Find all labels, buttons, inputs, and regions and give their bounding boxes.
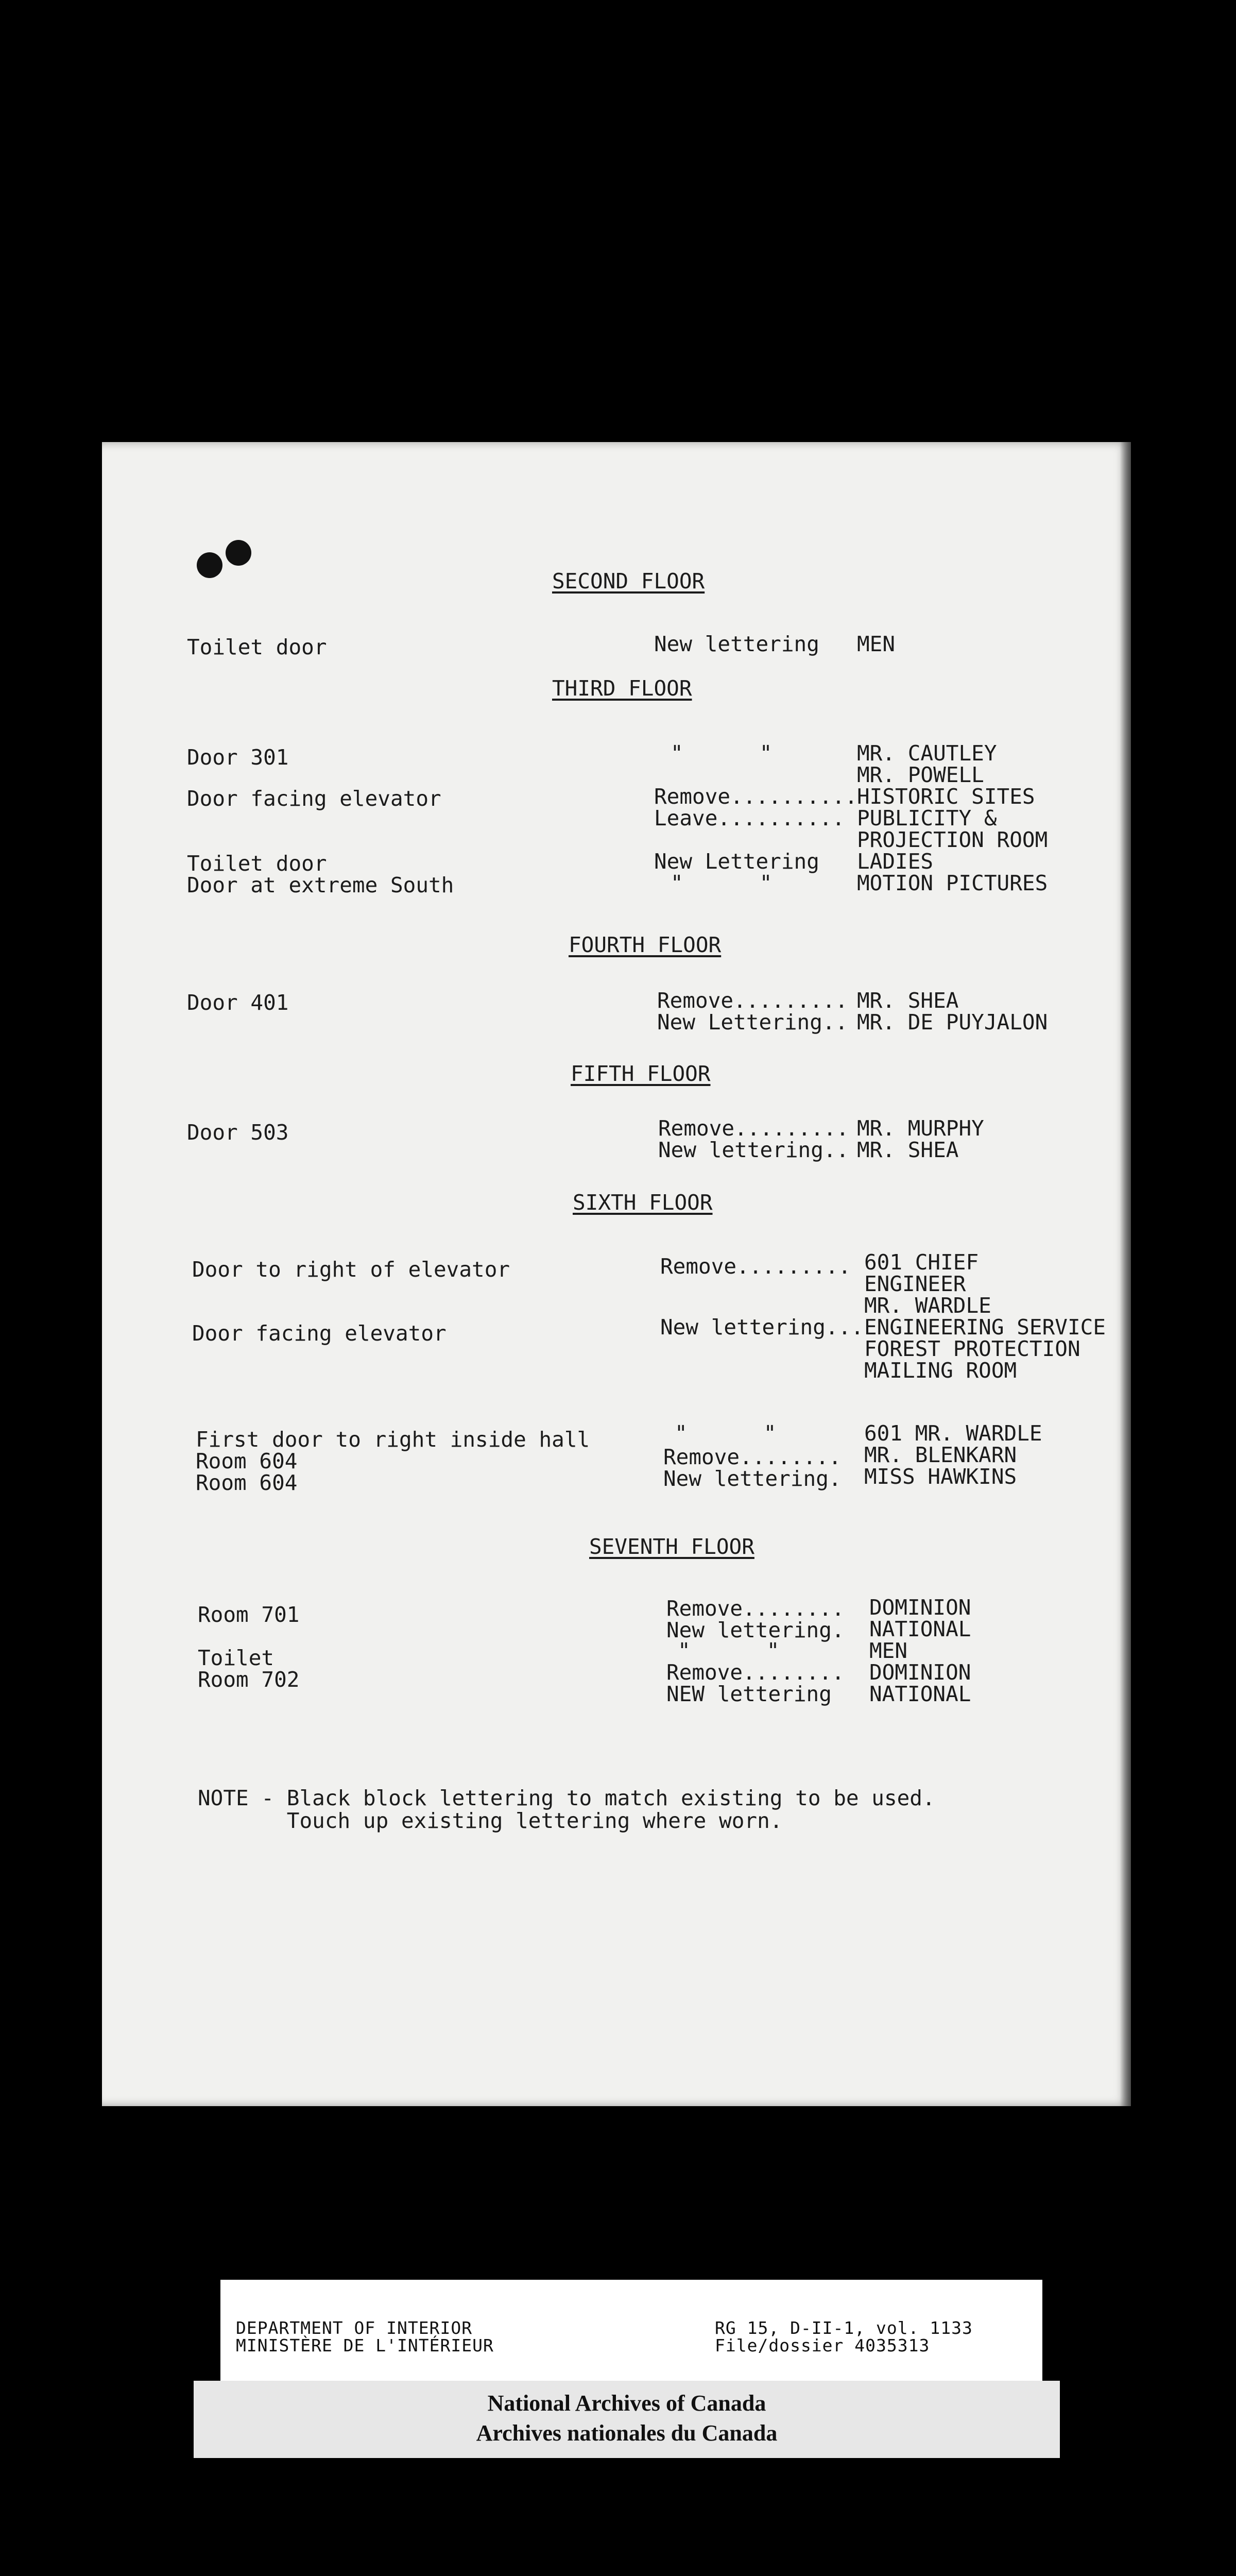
lettering-text: MR. POWELL xyxy=(857,762,984,787)
document-page xyxy=(102,442,1131,2106)
action-text: Remove.......... xyxy=(654,784,857,809)
lettering-text: MR. WARDLE xyxy=(864,1293,991,1318)
location-text: Door to right of elevator xyxy=(192,1257,510,1282)
national-archives-label xyxy=(194,2381,1060,2458)
lettering-text: 601 MR. WARDLE xyxy=(864,1421,1042,1446)
location-text: Door 301 xyxy=(187,745,289,770)
action-text: Remove......... xyxy=(658,1116,849,1141)
floor-heading: SECOND FLOOR xyxy=(552,569,705,594)
action-text: " " xyxy=(675,1421,777,1446)
lettering-text: MR. DE PUYJALON xyxy=(857,1010,1048,1035)
lettering-text: MR. SHEA xyxy=(857,988,959,1013)
note-line: NOTE - Black block lettering to match existing to be used. xyxy=(198,1786,935,1810)
lettering-text: MR. BLENKARN xyxy=(864,1443,1017,1467)
action-text: " " xyxy=(671,871,772,895)
punch-hole-mark xyxy=(197,552,222,578)
lettering-text: MOTION PICTURES xyxy=(857,871,1048,895)
location-text: Door facing elevator xyxy=(192,1321,447,1346)
lettering-text: NATIONAL xyxy=(869,1617,971,1641)
action-text: New lettering xyxy=(654,632,819,656)
lettering-text: PROJECTION ROOM xyxy=(857,827,1048,852)
action-text: " " xyxy=(678,1638,780,1663)
action-text: New Lettering xyxy=(654,849,819,874)
action-text: New lettering.. xyxy=(658,1138,849,1162)
location-text: Room 702 xyxy=(198,1667,300,1692)
department-french: MINISTÈRE DE L'INTÉRIEUR xyxy=(236,2335,494,2355)
action-text: Remove........ xyxy=(666,1596,845,1621)
action-text: New Lettering.. xyxy=(657,1010,848,1035)
floor-heading: THIRD FLOOR xyxy=(552,676,692,701)
archives-name-french: Archives nationales du Canada xyxy=(476,2420,778,2446)
location-text: First door to right inside hall xyxy=(196,1427,590,1452)
location-text: Toilet door xyxy=(187,851,327,876)
location-text: Toilet xyxy=(198,1646,274,1670)
lettering-text: 601 CHIEF xyxy=(864,1250,979,1275)
lettering-text: HISTORIC SITES xyxy=(857,784,1035,809)
floor-heading: SEVENTH FLOOR xyxy=(589,1534,754,1559)
action-text: New lettering... xyxy=(660,1315,864,1340)
location-text: Door at extreme South xyxy=(187,873,454,897)
punch-hole-mark xyxy=(226,540,251,566)
location-text: Room 701 xyxy=(198,1602,300,1627)
lettering-text: ENGINEER xyxy=(864,1272,966,1296)
action-text: Remove......... xyxy=(657,988,848,1013)
action-text: Remove........ xyxy=(666,1660,845,1685)
lettering-text: FOREST PROTECTION xyxy=(864,1336,1080,1361)
lettering-text: DOMINION xyxy=(869,1660,971,1685)
lettering-text: MR. MURPHY xyxy=(857,1116,984,1141)
action-text: Remove........ xyxy=(663,1445,842,1469)
location-text: Door 503 xyxy=(187,1120,289,1145)
location-text: Room 604 xyxy=(196,1449,298,1473)
action-text: Leave.......... xyxy=(654,806,845,831)
action-text: New lettering. xyxy=(663,1466,842,1491)
floor-heading: SIXTH FLOOR xyxy=(573,1190,713,1215)
action-text: " " xyxy=(671,741,772,766)
location-text: Door facing elevator xyxy=(187,786,441,811)
department-english: DEPARTMENT OF INTERIOR xyxy=(236,2318,473,2338)
floor-heading: FOURTH FLOOR xyxy=(569,933,722,957)
lettering-text: MR. CAUTLEY xyxy=(857,741,997,766)
lettering-text: ENGINEERING SERVICE xyxy=(864,1315,1106,1340)
lettering-text: MAILING ROOM xyxy=(864,1358,1017,1383)
location-text: Room 604 xyxy=(196,1470,298,1495)
action-text: New lettering. xyxy=(666,1618,845,1642)
lettering-text: MR. SHEA xyxy=(857,1138,959,1162)
lettering-text: PUBLICITY & xyxy=(857,806,997,831)
lettering-text: MEN xyxy=(869,1638,908,1663)
record-group-reference: RG 15, D-II-1, vol. 1133 xyxy=(715,2318,973,2338)
floor-heading: FIFTH FLOOR xyxy=(571,1061,711,1086)
lettering-text: DOMINION xyxy=(869,1595,971,1620)
lettering-text: NATIONAL xyxy=(869,1682,971,1706)
lettering-text: LADIES xyxy=(857,849,934,874)
archive-reference-label xyxy=(220,2280,1042,2381)
lettering-text: MISS HAWKINS xyxy=(864,1464,1017,1489)
location-text: Door 401 xyxy=(187,990,289,1015)
file-number: File/dossier 4035313 xyxy=(715,2335,930,2355)
note-line: Touch up existing lettering where worn. xyxy=(198,1808,783,1833)
action-text: NEW lettering xyxy=(666,1682,832,1706)
lettering-text: MEN xyxy=(857,632,896,656)
action-text: Remove......... xyxy=(660,1254,851,1279)
location-text: Toilet door xyxy=(187,635,327,659)
archives-name-english: National Archives of Canada xyxy=(487,2391,766,2416)
